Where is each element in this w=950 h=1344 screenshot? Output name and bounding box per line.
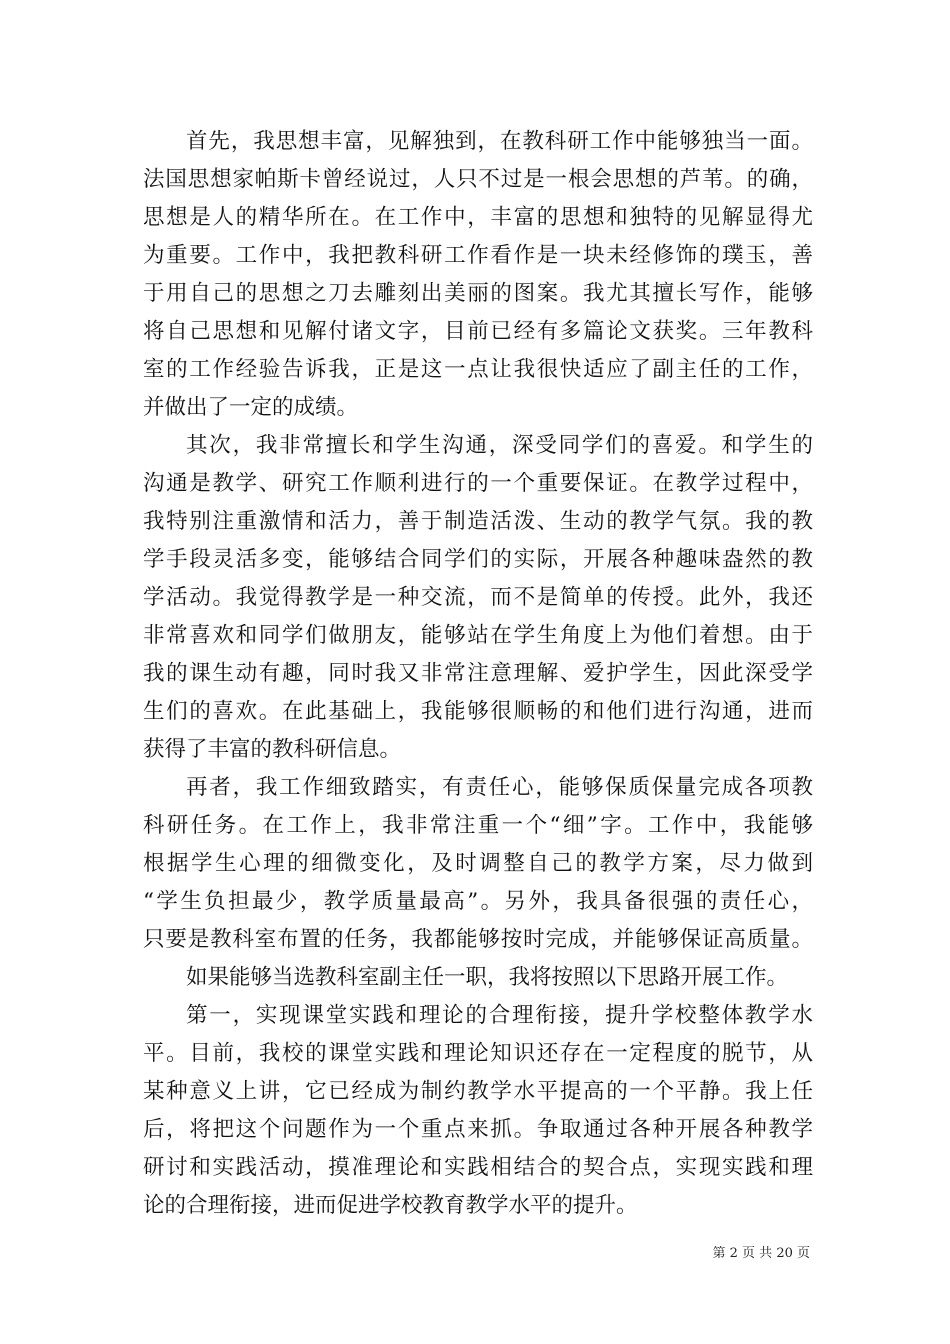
text-line: 第一，实现课堂实践和理论的合理衔接，提升学校整体教学水 xyxy=(186,1003,813,1028)
text-line: “学生负担最少，教学质量最高”。另外，我具备很强的责任心， xyxy=(143,889,813,914)
text-line: 首先，我思想丰富，见解独到，在教科研工作中能够独当一面。 xyxy=(186,129,813,154)
page-number: 第 2 页 共 20 页 xyxy=(712,1246,810,1261)
text-line: 生们的喜欢。在此基础上，我能够很顺畅的和他们进行沟通，进而 xyxy=(143,699,813,724)
text-line: 室的工作经验告诉我，正是这一点让我很快适应了副主任的工作， xyxy=(143,357,813,382)
text-line: 论的合理衔接，进而促进学校教育教学水平的提升。 xyxy=(143,1193,638,1218)
text-line: 我的课生动有趣，同时我又非常注意理解、爱护学生，因此深受学 xyxy=(143,661,813,686)
text-line: 根据学生心理的细微变化，及时调整自己的教学方案，尽力做到 xyxy=(143,851,813,876)
text-line: 某种意义上讲，它已经成为制约教学水平提高的一个平静。我上任 xyxy=(143,1079,813,1104)
text-line: 我特别注重激情和活力，善于制造活泼、生动的教学气氛。我的教 xyxy=(143,509,813,534)
text-line: 后，将把这个问题作为一个重点来抓。争取通过各种开展各种教学 xyxy=(143,1117,813,1142)
text-line: 研讨和实践活动，摸准理论和实践相结合的契合点，实现实践和理 xyxy=(143,1155,813,1180)
text-line: 只要是教科室布置的任务，我都能够按时完成，并能够保证高质量。 xyxy=(143,927,813,952)
text-line: 为重要。工作中，我把教科研工作看作是一块未经修饰的璞玉，善 xyxy=(143,243,813,268)
text-line: 科研任务。在工作上，我非常注重一个“细”字。工作中，我能够 xyxy=(143,813,813,838)
text-line: 学活动。我觉得教学是一种交流，而不是简单的传授。此外，我还 xyxy=(143,585,813,610)
text-line: 学手段灵活多变，能够结合同学们的实际，开展各种趣味盎然的教 xyxy=(143,547,813,572)
text-line: 平。目前，我校的课堂实践和理论知识还存在一定程度的脱节，从 xyxy=(143,1041,813,1066)
text-line: 并做出了一定的成绩。 xyxy=(143,395,359,420)
text-line: 其次，我非常擅长和学生沟通，深受同学们的喜爱。和学生的 xyxy=(186,433,813,458)
text-line: 获得了丰富的教科研信息。 xyxy=(143,737,402,762)
text-line: 于用自己的思想之刀去雕刻出美丽的图案。我尤其擅长写作，能够 xyxy=(143,281,813,306)
text-line: 如果能够当选教科室副主任一职，我将按照以下思路开展工作。 xyxy=(186,965,789,990)
text-line: 思想是人的精华所在。在工作中，丰富的思想和独特的见解显得尤 xyxy=(143,205,813,230)
text-line: 将自己思想和见解付诸文字，目前已经有多篇论文获奖。三年教科 xyxy=(143,319,813,344)
text-line: 沟通是教学、研究工作顺利进行的一个重要保证。在教学过程中， xyxy=(143,471,813,496)
text-line: 法国思想家帕斯卡曾经说过，人只不过是一根会思想的芦苇。的确， xyxy=(143,167,813,192)
text-line: 再者，我工作细致踏实，有责任心，能够保质保量完成各项教 xyxy=(186,775,813,800)
text-line: 非常喜欢和同学们做朋友，能够站在学生角度上为他们着想。由于 xyxy=(143,623,813,648)
